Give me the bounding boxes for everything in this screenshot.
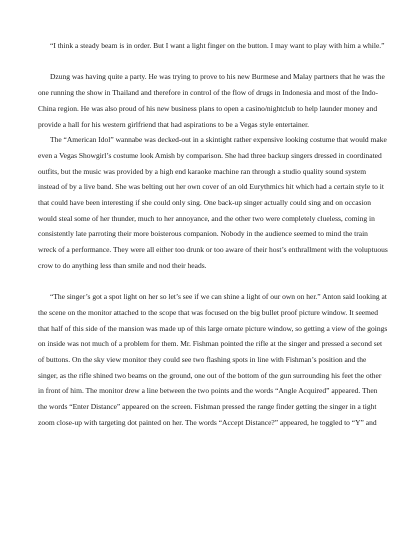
paragraph-3: The “American Idol” wannabe was decked-out in a skintight rather expensive looking costume that would make even a Vegas Showgirl’s costume look Amish by comparison. She had three backup singers dressed in coordinated outfits, but the music was provided by a high end karaoke machine ran through a studio quality sound system instead of by a live band. She was belting out her own cover of an old Eurythmics hit which had a certain style to it that could have been interesting if she could only sing. One back-up singer actually could sing and on occasion would steal some of her thunder, much to her annoyance, and the other two were completely clueless, coming in consistently late parroting their more boisterous companion. Nobody in the audience seemed to mind the train wreck of a performance. They were all either too drunk or too aware of their host’s enthrallment with the voluptuous crow to do anything less than smile and nod their heads. — [38, 135, 388, 270]
paragraph-1: “I think a steady beam is in order. But I want a light finger on the button. I may want to play with him a while.” — [50, 41, 385, 50]
paragraph-4: “The singer’s got a spot light on her so let’s see if we can shine a light of our own on her.” Anton said looking at the scene on the monitor attached to the scope that was focused on the big bullet proof picture window. It seemed that half of this side of the mansion was made up of this large ornate picture window, so getting a view of the goings on inside was not much of a problem for them. Mr. Fishman pointed the rifle at the singer and pressed a second set of buttons. On the sky view monitor they could see two flashing spots in line with Fishman’s position and the singer, as the rifle shined two beams on the ground, one out of the bottom of the gun surrounding his feet the other in front of him. The monitor drew a line between the two points and the words “Angle Acquired” appeared. Then the words “Enter Distance” appeared on the screen. Fishman pressed the range finder getting the singer in a tight zoom close-up with targeting dot painted on her. The words “Accept Distance?” appeared, he toggled to “Y” and — [38, 292, 388, 427]
paragraph-2: Dzung was having quite a party. He was trying to prove to his new Burmese and Malay partners that he was the one running the show in Thailand and therefore in control of the flow of drugs in Indonesia and most of the Indo-China region. He was also proud of his new business plans to open a casino/nightclub to help launder money and provide a hall for his western girlfriend that had aspirations to be a Vegas style entertainer. — [38, 72, 385, 129]
paragraph-spacer — [38, 54, 388, 70]
paragraph-spacer — [38, 274, 388, 290]
document-page — [38, 38, 388, 431]
